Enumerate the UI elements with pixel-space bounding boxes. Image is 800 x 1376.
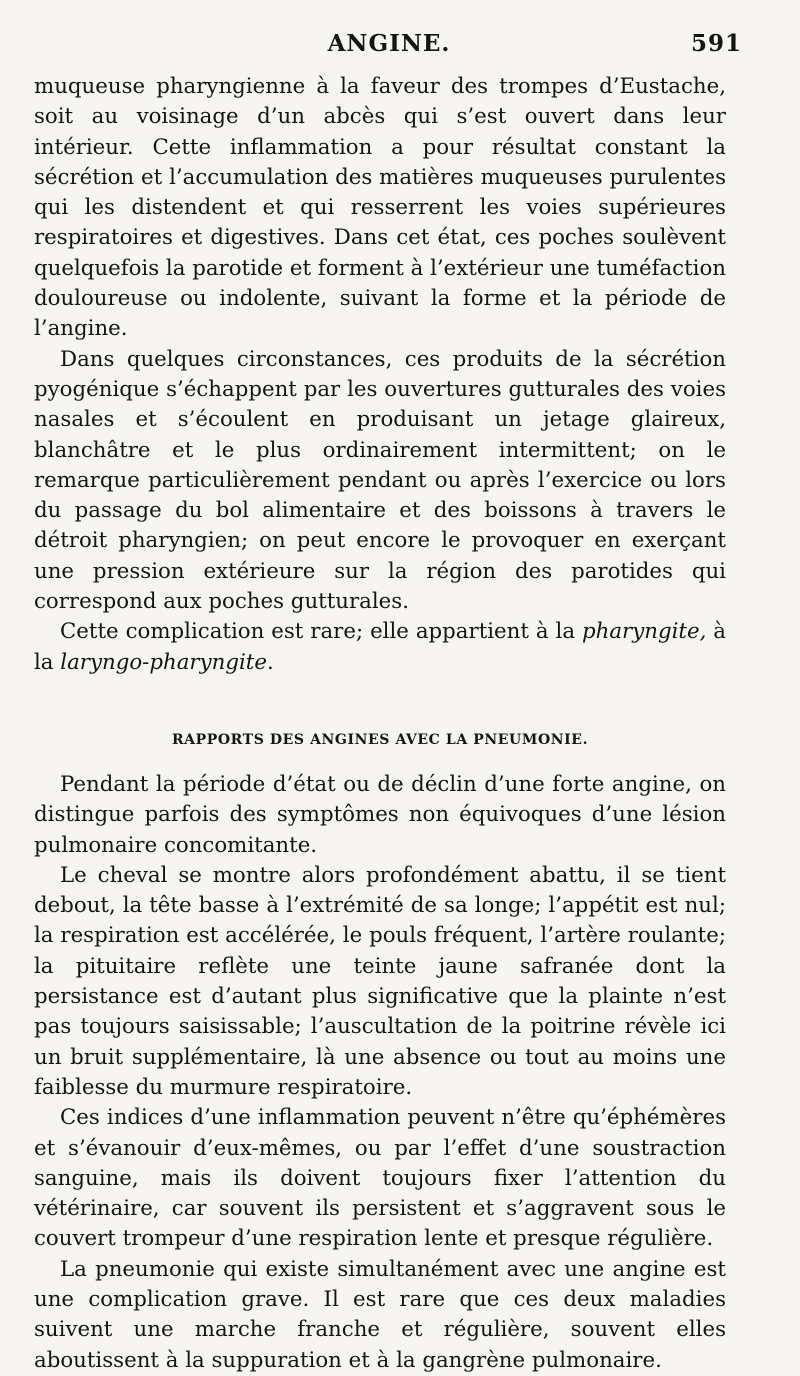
complication-text-2: à la bbox=[34, 619, 727, 675]
complication-text-1: Cette complication est rare; elle appartient à la bbox=[60, 619, 582, 645]
paragraph-pneumonie: La pneumonie qui existe simultanément avec une angine est une complication grave. Il est rare que ces deux maladies suivent une marche franche et régulière, souvent elles aboutissent à la suppuration et à la gangrène pulmonaire. bbox=[34, 1256, 726, 1373]
paragraph-cheval: Le cheval se montre alors profondément abattu, il se tient debout, la tête basse à l’extrémité de sa longe; l’appétit est nul; la respiration est accélérée, le pouls fréquent, l’artère roulante; la pituitaire reflète une teinte jaune safranée dont la persistance est d’autant plus significative que la plainte n’est pas toujours saisissable; l’auscultation de la poitrine révèle ici un bruit supplémentaire, là une absence ou tout au moins une faiblesse du murmure respiratoire. bbox=[34, 862, 726, 1100]
running-title: ANGINE. bbox=[327, 30, 451, 57]
paragraph-continued: muqueuse pharyngienne à la faveur des trompes d’Eustache, soit au voisinage d’un abcès qui s’est ouvert dans leur intérieur. Cette inflammation a pour résultat constant la sécrétion et l’accumulation des matières muqueuses purulentes qui les distendent et qui resserrent les voies supérieures respiratoires et digestives. Dans cet état, ces poches soulèvent quelquefois la parotide et forment à l’extérieur une tuméfaction douloureuse ou indolente, suivant la forme et la période de l’angine. bbox=[34, 74, 726, 342]
complication-text-3: . bbox=[266, 649, 274, 675]
section-heading: RAPPORTS DES ANGINES AVEC LA PNEUMONIE. bbox=[171, 731, 589, 748]
page-number: 591 bbox=[690, 30, 742, 57]
paragraph-secretion: Dans quelques circonstances, ces produits de la sécrétion pyogénique s’échappent par les ouvertures gutturales des voies nasales et s’écoulent en produisant un jetage glaireux, blanchâtre et le plus ordinairement intermittent; on le remarque particulièrement pendant ou après l’exercice ou lors du passage du bol alimentaire et des boissons à travers le détroit pharyngien; on peut encore le provoquer en exerçant une pression extérieure sur la région des parotides qui correspond aux poches gutturales. bbox=[34, 346, 726, 615]
paragraph-indices: Ces indices d’une inflammation peuvent n’être qu’éphémères et s’évanouir d’eux-mêmes, ou par l’effet d’une soustraction sanguine, mais ils doivent toujours fixer l’attention du vétérinaire, car souvent ils persistent et s’aggravent sous le couvert trompeur d’une respiration lente et presque régulière. bbox=[34, 1105, 726, 1252]
running-head bbox=[36, 30, 742, 66]
complication-italic-laryngo: laryngo-pharyngite bbox=[60, 649, 267, 675]
paragraph-pendant: Pendant la période d’état ou de déclin d’une forte angine, on distingue parfois des symptômes non équivoques d’une lésion pulmonaire concomitante. bbox=[34, 771, 726, 858]
paragraph-complication bbox=[34, 617, 726, 678]
complication-italic-pharyngite: pharyngite, bbox=[582, 619, 707, 645]
body-text bbox=[34, 72, 726, 1376]
